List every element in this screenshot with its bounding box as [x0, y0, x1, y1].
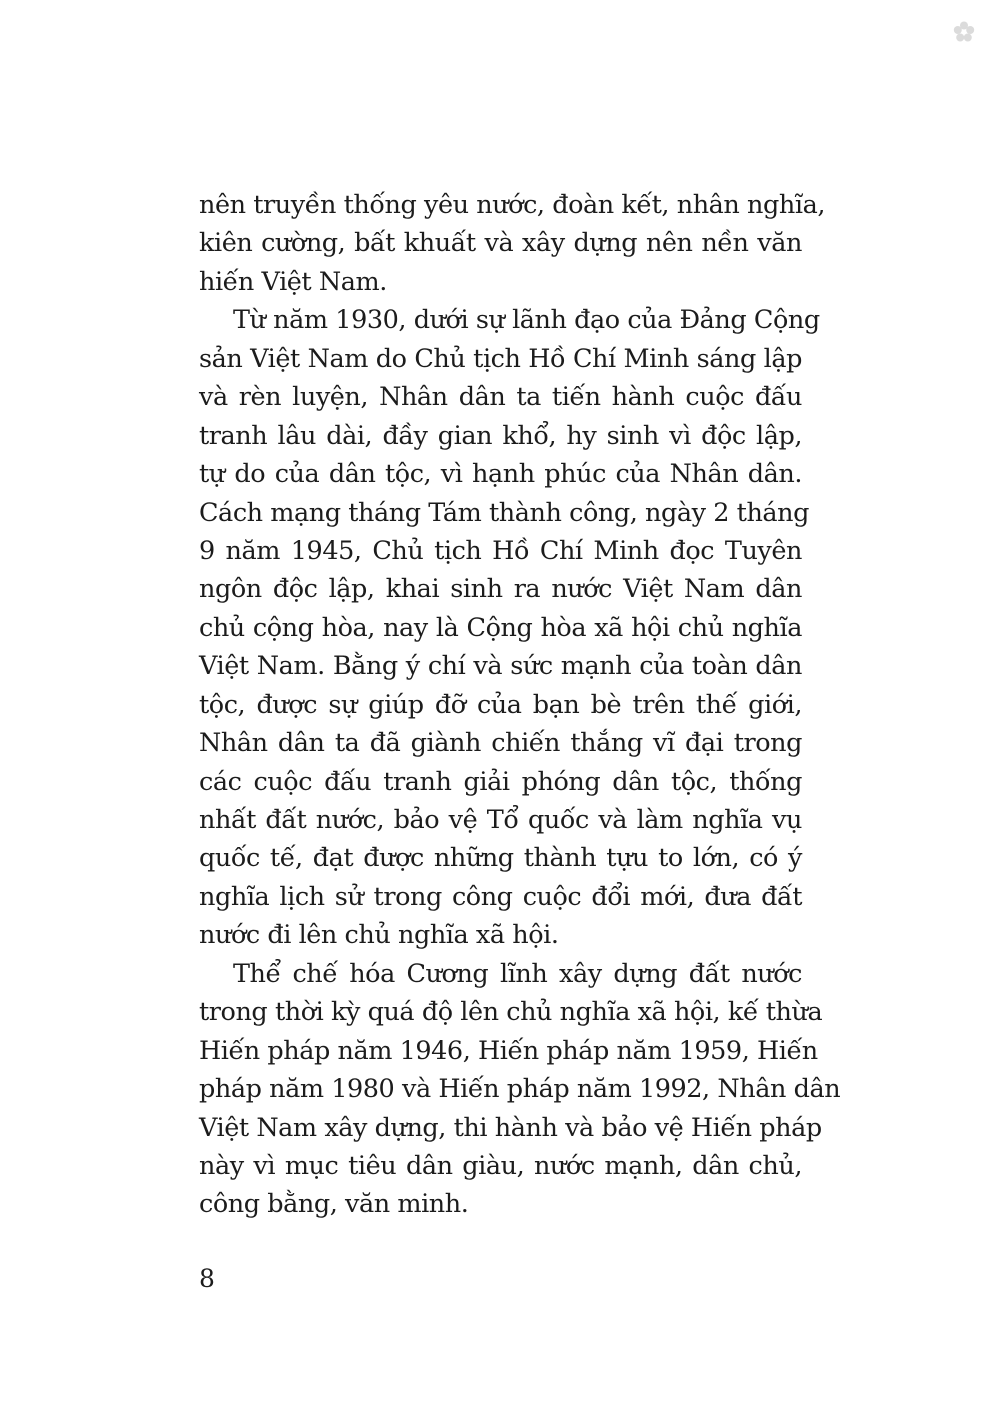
text-line: Việt Nam xây dựng, thi hành và bảo vệ Hiến pháp [199, 1112, 822, 1143]
text-line: Hiến pháp năm 1946, Hiến pháp năm 1959, Hiến [199, 1035, 818, 1066]
text-line: nước đi lên chủ nghĩa xã hội. [199, 920, 559, 951]
text-line: nghĩa lịch sử trong công cuộc đổi mới, đưa đất [199, 881, 802, 912]
text-line: này vì mục tiêu dân giàu, nước mạnh, dân chủ, [199, 1150, 802, 1181]
text-line: tộc, được sự giúp đỡ của bạn bè trên thế giới, [199, 689, 802, 720]
text-line: chủ cộng hòa, nay là Cộng hòa xã hội chủ nghĩa [199, 612, 802, 643]
text-line: tranh lâu dài, đầy gian khổ, hy sinh vì độc lập, [199, 420, 802, 451]
text-line: nên truyền thống yêu nước, đoàn kết, nhân nghĩa, [199, 190, 825, 220]
text-line: các cuộc đấu tranh giải phóng dân tộc, thống [199, 766, 802, 797]
text-line: tự do của dân tộc, vì hạnh phúc của Nhân dân. [199, 459, 802, 490]
text-line: và rèn luyện, Nhân dân ta tiến hành cuộc đấu [199, 382, 802, 413]
text-line: nhất đất nước, bảo vệ Tổ quốc và làm nghĩa vụ [199, 805, 802, 835]
text-line: ngôn độc lập, khai sinh ra nước Việt Nam dân [199, 574, 802, 605]
text-line: kiên cường, bất khuất và xây dựng nên nền văn [199, 228, 802, 259]
paragraph [199, 301, 820, 954]
body-text [199, 186, 841, 1224]
text-line: Nhân dân ta đã giành chiến thắng vĩ đại trong [199, 728, 802, 759]
text-line: Thể chế hóa Cương lĩnh xây dựng đất nước [233, 958, 802, 989]
text-line: hiến Việt Nam. [199, 266, 387, 297]
text-line: Từ năm 1930, dưới sự lãnh đạo của Đảng Cộng [233, 305, 820, 336]
paragraph [199, 955, 841, 1224]
flower-watermark-icon [952, 20, 976, 44]
text-line: pháp năm 1980 và Hiến pháp năm 1992, Nhân dân [199, 1074, 841, 1105]
text-line: trong thời kỳ quá độ lên chủ nghĩa xã hội, kế thừa [199, 997, 823, 1028]
text-line: sản Việt Nam do Chủ tịch Hồ Chí Minh sáng lập [199, 343, 802, 374]
text-line: Cách mạng tháng Tám thành công, ngày 2 tháng [199, 497, 810, 528]
text-line: quốc tế, đạt được những thành tựu to lớn, có ý [199, 843, 802, 874]
text-line: Việt Nam. Bằng ý chí và sức mạnh của toàn dân [199, 651, 802, 682]
text-line: 9 năm 1945, Chủ tịch Hồ Chí Minh đọc Tuyên [199, 535, 802, 566]
paragraph [199, 186, 825, 301]
text-line: công bằng, văn minh. [199, 1189, 469, 1220]
page-number: 8 [199, 1264, 215, 1293]
